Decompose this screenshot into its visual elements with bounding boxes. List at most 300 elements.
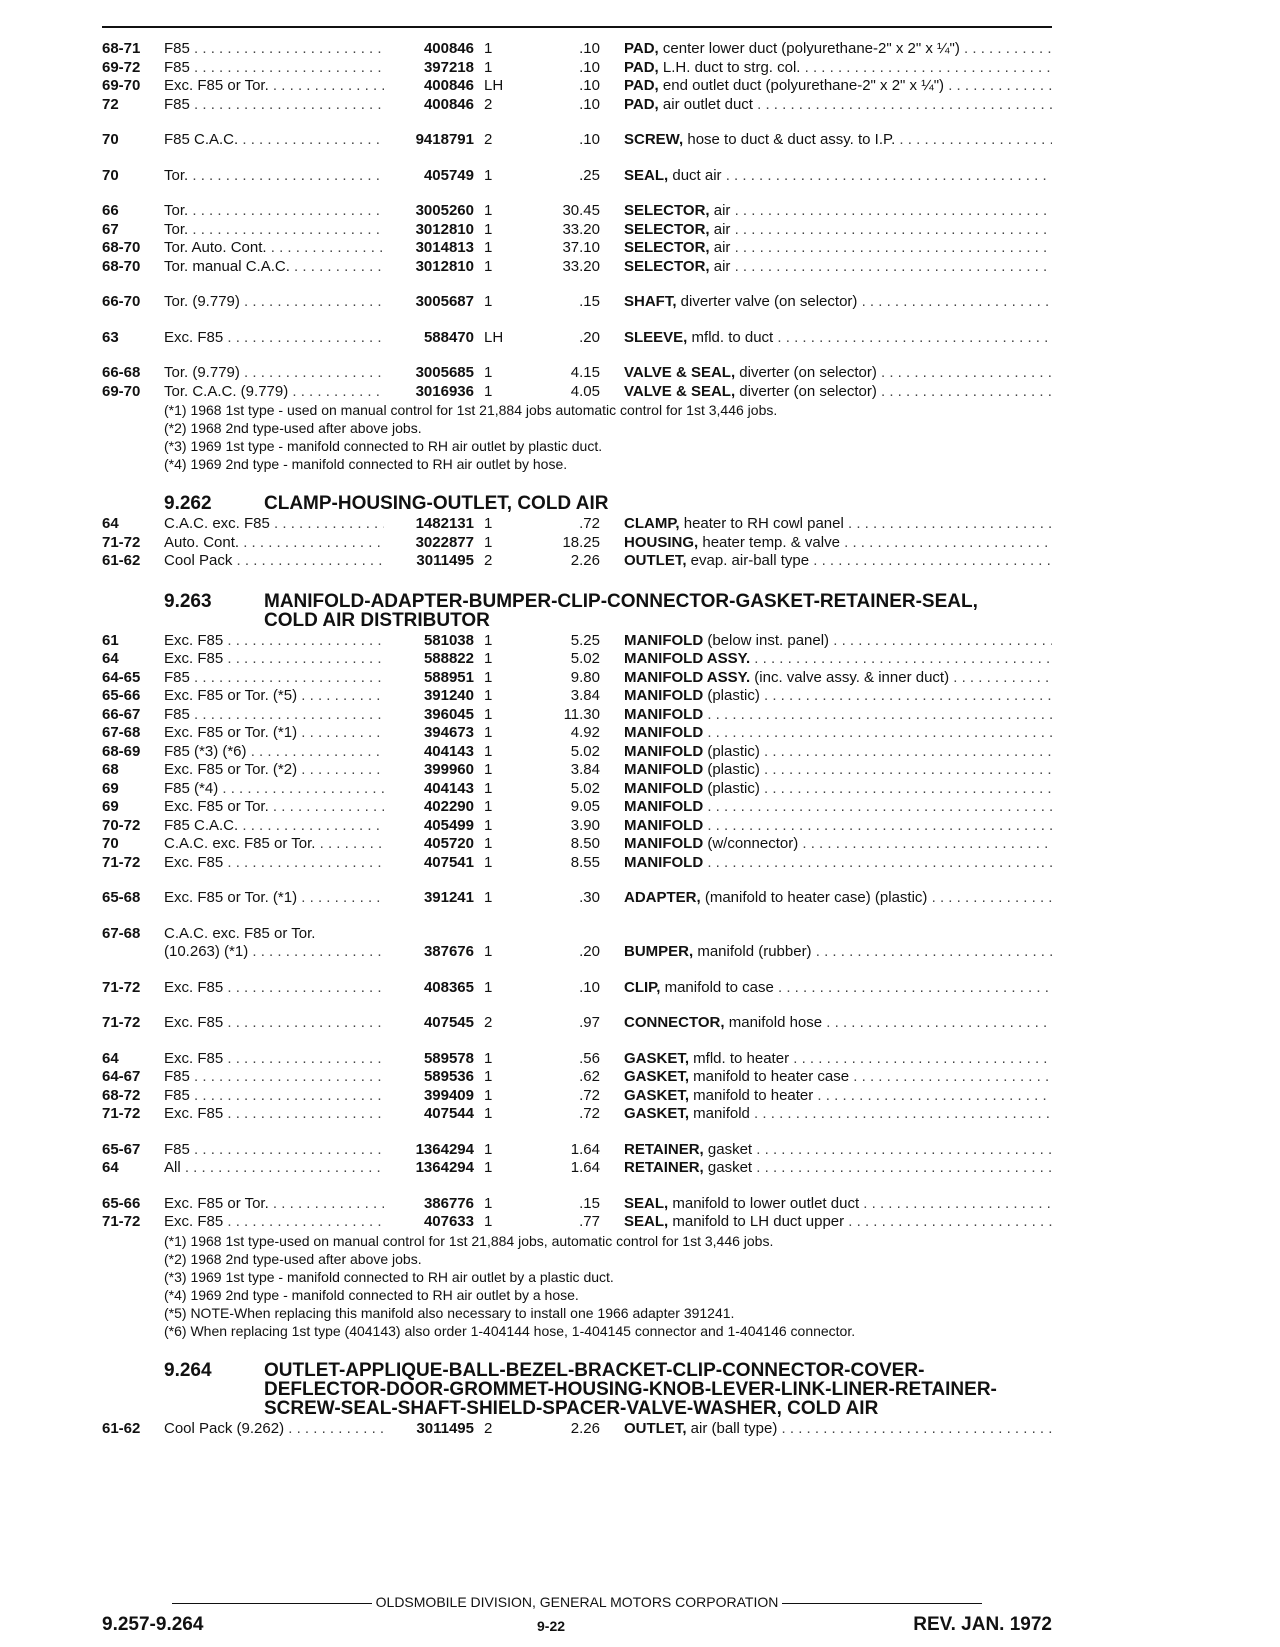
top-rule <box>102 26 1052 28</box>
part-detail: diverter valve (on selector) <box>676 293 858 310</box>
part-model: Exc. F85 or Tor. . . . <box>164 798 384 817</box>
part-model: (10.263) (*1) . . . <box>164 943 384 962</box>
part-description <box>624 706 1052 725</box>
part-quantity: 1 <box>484 515 493 532</box>
part-row <box>102 780 1052 799</box>
part-description <box>624 239 1052 258</box>
footnote: (*4) 1969 2nd type - manifold connected to RH air outlet by a hose. <box>164 1286 579 1303</box>
part-price: 2.26 <box>570 552 600 569</box>
part-name: MANIFOLD <box>624 853 704 871</box>
part-detail: (below inst. panel) <box>703 631 830 649</box>
part-row <box>102 552 1052 571</box>
part-detail: end outlet duct (polyurethane-2" x 2" x ¼") <box>658 77 945 94</box>
part-model: All . . . <box>164 1159 384 1178</box>
part-description <box>624 167 1052 186</box>
part-quantity: 1 <box>484 650 493 667</box>
section-spacer <box>102 1340 1052 1357</box>
part-detail: air (ball type) <box>686 1419 778 1437</box>
group-spacer <box>102 312 1052 329</box>
part-years: 61 <box>102 631 119 649</box>
footer-company: OLDSMOBILE DIVISION, GENERAL MOTORS CORPORATION <box>375 1594 779 1610</box>
section-heading <box>102 494 1052 513</box>
part-years: 68-69 <box>102 742 141 760</box>
section-spacer <box>102 571 1052 588</box>
part-detail: diverter (on selector) <box>735 382 877 400</box>
part-price: .15 <box>579 293 600 310</box>
part-description <box>624 221 1052 240</box>
part-quantity: 1 <box>484 1049 493 1067</box>
part-detail: manifold to lower outlet duct <box>668 1194 860 1212</box>
part-years: 70 <box>102 131 119 148</box>
part-model: Exc. F85 . . . <box>164 1014 384 1033</box>
part-row <box>102 534 1052 553</box>
part-number: 400846 <box>423 77 474 94</box>
part-years: 69-70 <box>102 382 141 400</box>
part-model: Exc. F85 . . . <box>164 650 384 669</box>
part-price: 4.15 <box>570 364 600 381</box>
part-quantity: 1 <box>484 943 493 960</box>
part-model: Exc. F85 . . . <box>164 1213 384 1232</box>
part-name: PAD, <box>624 95 659 113</box>
part-model: F85 . . . <box>164 706 384 725</box>
part-row <box>102 1087 1052 1106</box>
part-years: 68-70 <box>102 257 141 275</box>
part-years: 66-67 <box>102 705 141 723</box>
part-row <box>102 40 1052 59</box>
part-detail: manifold hose <box>724 1014 823 1031</box>
part-name: MANIFOLD <box>624 835 704 852</box>
part-number: 588470 <box>423 328 474 346</box>
part-price: 9.05 <box>570 798 600 815</box>
part-model: F85 C.A.C. . . . <box>164 817 384 836</box>
part-name: RETAINER, <box>624 1140 704 1158</box>
part-number: 1364294 <box>415 1140 474 1158</box>
footer-page-number: 9-22 <box>537 1618 566 1634</box>
part-number: 397218 <box>423 58 474 76</box>
part-name: ADAPTER, <box>624 889 701 906</box>
part-model: C.A.C. exc. F85 or Tor. . . . <box>164 835 384 854</box>
part-name: MANIFOLD <box>624 761 704 778</box>
section-title: MANIFOLD-ADAPTER-BUMPER-CLIP-CONNECTOR-GASKET-RETAINER-SEAL, COLD AIR DISTRIBUTOR <box>264 590 978 631</box>
part-price: .72 <box>579 515 600 532</box>
part-price: .10 <box>579 40 600 57</box>
part-row <box>102 77 1052 96</box>
part-years: 71-72 <box>102 1014 141 1031</box>
part-model: Tor. . . . <box>164 202 384 221</box>
part-detail: gasket <box>703 1140 753 1158</box>
part-row <box>102 1213 1052 1232</box>
footnote: (*1) 1968 1st type - used on manual control for 1st 21,884 jobs automatic control for 1st 3,446 jobs. <box>164 402 778 418</box>
part-price: 4.05 <box>570 382 600 400</box>
part-name: SCREW, <box>624 131 684 148</box>
part-number: 394673 <box>423 724 474 741</box>
footnote: (*5) NOTE-When replacing this manifold also necessary to install one 1966 adapter 391241. <box>164 1304 735 1321</box>
part-description <box>624 724 1052 743</box>
part-number: 407633 <box>423 1213 474 1230</box>
part-number: 399960 <box>423 761 474 778</box>
part-quantity: 1 <box>484 382 493 400</box>
part-quantity: 1 <box>484 220 493 238</box>
part-description <box>624 515 1052 534</box>
part-row <box>102 854 1052 873</box>
part-price: 5.02 <box>570 742 600 760</box>
part-quantity: 1 <box>484 1105 493 1122</box>
part-row <box>102 258 1052 277</box>
part-model: Exc. F85 . . . <box>164 979 384 998</box>
part-model: Exc. F85 or Tor. (*5) . . . <box>164 687 384 706</box>
part-price: 3.90 <box>570 816 600 834</box>
part-model: Exc. F85 or Tor. (*1) . . . <box>164 889 384 908</box>
part-row <box>102 96 1052 115</box>
section-number: 9.262 <box>164 493 212 514</box>
part-description <box>624 943 1052 962</box>
part-quantity: 1 <box>484 364 493 381</box>
part-years: 70 <box>102 835 119 852</box>
part-name: GASKET, <box>624 1068 690 1085</box>
part-name: VALVE & SEAL, <box>624 364 736 381</box>
part-price: 1.64 <box>570 1159 600 1176</box>
part-name: SEAL, <box>624 166 669 184</box>
part-years: 67-68 <box>102 724 141 741</box>
part-model: Exc. F85 . . . <box>164 329 384 348</box>
part-number: 400846 <box>423 95 474 113</box>
part-detail: (plastic) <box>703 687 760 704</box>
part-name: BUMPER, <box>624 943 694 960</box>
part-years: 64-67 <box>102 1068 141 1085</box>
part-row <box>102 798 1052 817</box>
part-detail: (plastic) <box>703 779 760 797</box>
part-description <box>624 979 1052 998</box>
part-name: VALVE & SEAL, <box>624 382 736 400</box>
part-quantity: LH <box>484 328 504 346</box>
part-description <box>624 632 1052 651</box>
section-number: 9.263 <box>164 590 212 612</box>
part-row <box>102 1105 1052 1124</box>
part-price: 37.10 <box>562 239 600 256</box>
part-number: 391241 <box>423 889 474 906</box>
part-years: 69-70 <box>102 77 141 94</box>
part-description <box>624 1141 1052 1160</box>
part-model: F85 . . . <box>164 669 384 688</box>
part-name: SEAL, <box>624 1194 669 1212</box>
part-number: 1364294 <box>415 1159 474 1176</box>
part-name: PAD, <box>624 77 659 94</box>
part-detail: (inc. valve assy. & inner duct) <box>750 668 950 686</box>
group-spacer <box>102 276 1052 293</box>
part-number: 589536 <box>423 1068 474 1085</box>
part-detail: (manifold to heater case) (plastic) <box>700 889 928 906</box>
part-description <box>624 889 1052 908</box>
section-heading <box>102 592 1052 630</box>
part-name: HOUSING, <box>624 533 699 551</box>
part-model: Exc. F85 or Tor. . . . <box>164 1195 384 1214</box>
part-row <box>102 59 1052 78</box>
part-quantity: 1 <box>484 631 493 649</box>
part-years: 63 <box>102 328 119 346</box>
part-quantity: 1 <box>484 853 493 871</box>
part-years: 66-68 <box>102 364 141 381</box>
part-price: .25 <box>579 166 600 184</box>
part-number: 1482131 <box>415 515 474 532</box>
part-model: Exc. F85 . . . <box>164 1105 384 1124</box>
part-row <box>102 239 1052 258</box>
part-price: .72 <box>579 1105 600 1122</box>
part-years: 71-72 <box>102 853 141 871</box>
part-description <box>624 1195 1052 1214</box>
part-quantity: 1 <box>484 668 493 686</box>
group-spacer <box>102 962 1052 979</box>
part-number: 407544 <box>423 1105 474 1122</box>
part-price: 8.50 <box>570 835 600 852</box>
part-row <box>102 743 1052 762</box>
part-quantity: 1 <box>484 742 493 760</box>
part-description <box>624 1420 1052 1439</box>
part-number: 3005687 <box>415 293 474 310</box>
part-years: 64 <box>102 1159 119 1176</box>
part-price: 5.25 <box>570 631 600 649</box>
part-number: 3016936 <box>415 382 474 400</box>
part-price: 8.55 <box>570 853 600 871</box>
part-description <box>624 364 1052 383</box>
part-detail: manifold to heater case <box>689 1068 850 1085</box>
part-row <box>102 669 1052 688</box>
part-description <box>624 293 1052 312</box>
footnote: (*3) 1969 1st type - manifold connected to RH air outlet by a plastic duct. <box>164 1268 614 1285</box>
part-name: SELECTOR, <box>624 257 710 275</box>
part-model: F85 (*4) . . . <box>164 780 384 799</box>
group-spacer <box>102 347 1052 364</box>
part-price: 11.30 <box>563 705 600 723</box>
part-price: 33.20 <box>562 220 600 238</box>
footnote: (*6) When replacing 1st type (404143) also order 1-404144 hose, 1-404145 connector and 1-404146 connector. <box>164 1322 856 1339</box>
part-years: 72 <box>102 95 119 113</box>
part-description <box>624 1087 1052 1106</box>
parts-catalog-page <box>102 26 1052 1438</box>
part-years: 61-62 <box>102 552 141 569</box>
part-name: MANIFOLD <box>624 687 704 704</box>
part-description <box>624 77 1052 96</box>
part-row <box>102 687 1052 706</box>
part-name: GASKET, <box>624 1049 690 1067</box>
part-row <box>102 202 1052 221</box>
part-model: Exc. F85 . . . <box>164 854 384 873</box>
part-number: 588822 <box>423 650 474 667</box>
part-price: .10 <box>579 77 600 94</box>
group-spacer <box>102 908 1052 925</box>
part-years: 68-72 <box>102 1086 141 1104</box>
part-price: .10 <box>579 131 600 148</box>
section-spacer <box>102 473 1052 490</box>
part-quantity: 1 <box>484 1068 493 1085</box>
part-row <box>102 761 1052 780</box>
part-detail: manifold to case <box>660 978 774 996</box>
group-spacer <box>102 150 1052 167</box>
part-years: 71-72 <box>102 533 141 551</box>
part-years: 64 <box>102 1049 119 1067</box>
part-name: CLIP, <box>624 978 661 996</box>
group-spacer <box>102 872 1052 889</box>
part-detail: hose to duct & duct assy. to I.P. <box>683 131 896 148</box>
part-quantity: 2 <box>484 131 493 148</box>
part-row <box>102 1141 1052 1160</box>
part-name: MANIFOLD ASSY. <box>624 668 751 686</box>
part-price: .97 <box>579 1014 600 1031</box>
part-number: 3011495 <box>416 552 474 569</box>
footer-section-range: 9.257-9.264 <box>102 1614 204 1635</box>
part-model: C.A.C. exc. F85 or Tor. <box>164 924 316 942</box>
part-description <box>624 1068 1052 1087</box>
page-footer <box>102 1594 1052 1636</box>
part-row <box>102 817 1052 836</box>
part-years: 65-66 <box>102 1194 141 1212</box>
part-years: 70 <box>102 166 119 184</box>
part-years: 70-72 <box>102 816 141 834</box>
part-row <box>102 979 1052 998</box>
group-spacer <box>102 185 1052 202</box>
part-price: .72 <box>579 1086 600 1104</box>
part-row <box>102 1014 1052 1033</box>
part-years: 69 <box>102 798 119 815</box>
part-quantity: 1 <box>484 239 493 256</box>
part-description <box>624 1159 1052 1178</box>
part-name: PAD, <box>624 58 659 76</box>
part-detail: (plastic) <box>703 742 760 760</box>
part-number: 399409 <box>423 1086 474 1104</box>
part-detail: evap. air-ball type <box>686 552 810 569</box>
part-row <box>102 131 1052 150</box>
part-model: Tor. manual C.A.C. . . . <box>164 258 384 277</box>
part-number: 387676 <box>423 943 474 960</box>
part-quantity: 2 <box>484 1419 493 1437</box>
part-years: 65-67 <box>102 1140 141 1158</box>
part-description <box>624 534 1052 553</box>
part-description <box>624 1213 1052 1232</box>
footer-revision: REV. JAN. 1972 <box>913 1614 1052 1635</box>
part-years: 64 <box>102 515 119 532</box>
part-model: Exc. F85 or Tor. . . . <box>164 77 384 96</box>
part-name: CLAMP, <box>624 515 680 532</box>
part-description <box>624 1014 1052 1033</box>
part-number: 3005260 <box>415 202 474 219</box>
part-name: SELECTOR, <box>624 220 710 238</box>
part-number: 581038 <box>423 631 474 649</box>
part-years: 61-62 <box>102 1419 141 1437</box>
part-description <box>624 743 1052 762</box>
footnote: (*2) 1968 2nd type-used after above jobs. <box>164 420 422 436</box>
part-number: 589578 <box>423 1049 474 1067</box>
part-number: 396045 <box>423 705 474 723</box>
part-price: 2.26 <box>570 1419 600 1437</box>
footer-bottom <box>102 1614 1052 1636</box>
part-description <box>624 854 1052 873</box>
part-description <box>624 40 1052 59</box>
part-description <box>624 1105 1052 1124</box>
part-number: 3012810 <box>415 220 474 238</box>
part-row <box>102 167 1052 186</box>
part-model: F85 . . . <box>164 1068 384 1087</box>
part-model: Exc. F85 . . . <box>164 632 384 651</box>
part-model: F85 . . . <box>164 1141 384 1160</box>
part-row <box>102 925 1052 944</box>
part-name: SHAFT, <box>624 293 677 310</box>
part-description <box>624 383 1052 402</box>
section-title: CLAMP-HOUSING-OUTLET, COLD AIR <box>264 493 609 514</box>
part-name: GASKET, <box>624 1105 690 1122</box>
part-name: MANIFOLD <box>624 705 704 723</box>
part-model: Tor. (9.779) . . . <box>164 293 384 312</box>
part-price: 18.25 <box>562 533 600 551</box>
part-years: 69-72 <box>102 58 141 76</box>
part-model: Cool Pack (9.262) . . . <box>164 1420 384 1439</box>
group-spacer <box>102 997 1052 1014</box>
part-detail: gasket <box>703 1159 753 1176</box>
part-detail: air <box>709 202 731 219</box>
part-row <box>102 1159 1052 1178</box>
part-row <box>102 515 1052 534</box>
part-description <box>624 687 1052 706</box>
part-row <box>102 1068 1052 1087</box>
part-description <box>624 835 1052 854</box>
part-price: .10 <box>579 58 600 76</box>
part-number: 588951 <box>423 668 474 686</box>
part-number: 3012810 <box>415 257 474 275</box>
part-price: .15 <box>579 1194 600 1212</box>
part-number: 3014813 <box>415 239 474 256</box>
part-years: 65-66 <box>102 687 141 704</box>
part-detail: air outlet duct <box>658 95 753 113</box>
part-model: Tor. Auto. Cont. . . . <box>164 239 384 258</box>
part-detail: diverter (on selector) <box>735 364 877 381</box>
part-row <box>102 383 1052 402</box>
part-model: Tor. . . . <box>164 221 384 240</box>
part-quantity: 1 <box>484 202 493 219</box>
part-name: SELECTOR, <box>624 239 710 256</box>
part-description <box>624 59 1052 78</box>
part-years: 68-71 <box>102 40 141 57</box>
part-detail: mfld. to heater <box>689 1049 790 1067</box>
part-years: 64 <box>102 650 119 667</box>
part-name: OUTLET, <box>624 1419 687 1437</box>
part-description <box>624 258 1052 277</box>
part-description <box>624 202 1052 221</box>
part-quantity: 1 <box>484 705 493 723</box>
part-detail: manifold <box>689 1105 750 1122</box>
part-model: Exc. F85 . . . <box>164 1050 384 1069</box>
part-model: Auto. Cont. . . . <box>164 534 384 553</box>
part-price: 9.80 <box>570 668 600 686</box>
part-price: .10 <box>579 95 600 113</box>
footnote: (*1) 1968 1st type-used on manual control for 1st 21,884 jobs, automatic control for 1st 3,446 jobs. <box>164 1232 774 1249</box>
footnote: (*2) 1968 2nd type-used after above jobs. <box>164 1250 422 1267</box>
part-model: F85 C.A.C. . . . <box>164 131 384 150</box>
part-quantity: 1 <box>484 1086 493 1104</box>
part-number: 402290 <box>423 798 474 815</box>
part-number: 405720 <box>423 835 474 852</box>
part-years: 66-70 <box>102 293 141 310</box>
part-price: .10 <box>579 978 600 996</box>
part-name: MANIFOLD <box>624 742 704 760</box>
part-price: .77 <box>579 1213 600 1230</box>
part-years: 71-72 <box>102 1213 141 1230</box>
part-quantity: 2 <box>484 1014 493 1031</box>
part-number: 405749 <box>423 166 474 184</box>
part-number: 386776 <box>423 1194 474 1212</box>
part-name: SEAL, <box>624 1213 669 1230</box>
part-description <box>624 761 1052 780</box>
part-quantity: 1 <box>484 58 493 76</box>
part-quantity: 1 <box>484 533 493 551</box>
part-quantity: LH <box>484 77 504 94</box>
